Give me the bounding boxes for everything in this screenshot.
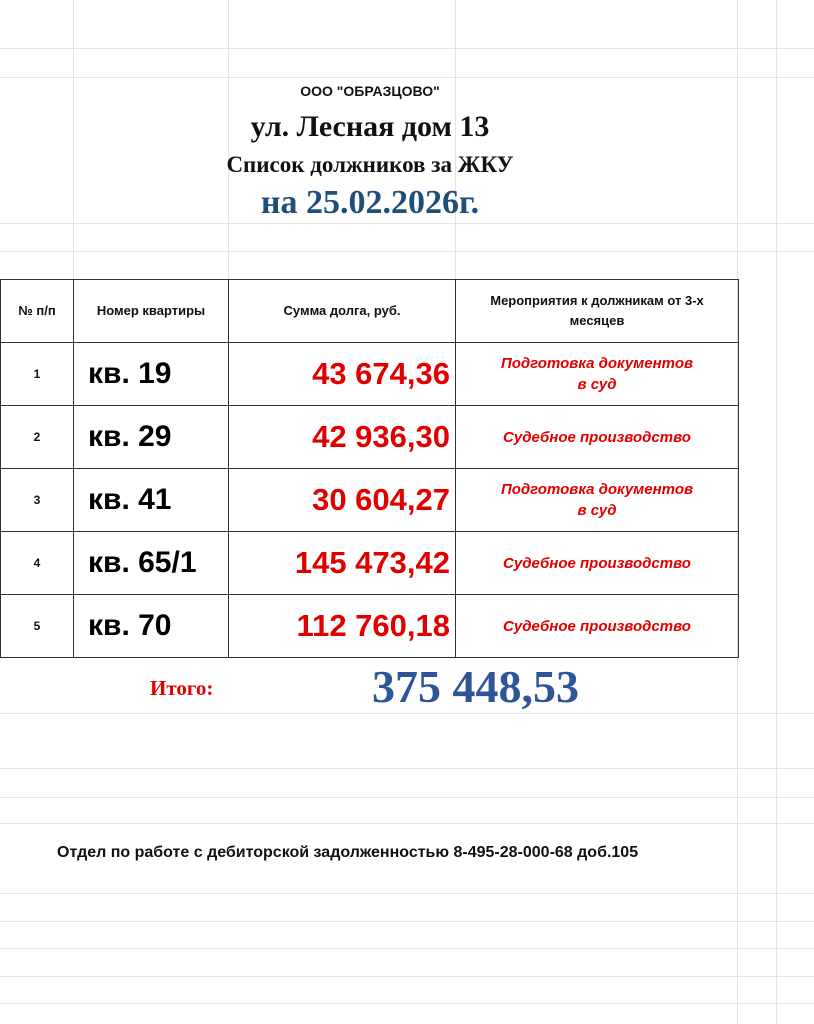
- table-row: [1, 469, 739, 532]
- apartment-number: кв. 70: [74, 595, 229, 658]
- column-header-amount: Сумма долга, руб.: [229, 280, 456, 343]
- row-number: 4: [1, 532, 74, 595]
- debt-action: Судебное производство: [456, 532, 739, 595]
- table-row: [1, 343, 739, 406]
- debt-action: Судебное производство: [456, 406, 739, 469]
- debt-amount: 43 674,36: [229, 343, 456, 406]
- total-amount: 375 448,53: [372, 661, 579, 712]
- debt-amount: 145 473,42: [229, 532, 456, 595]
- document-subtitle: Список должников за ЖКУ: [226, 152, 514, 177]
- contact-footer: Отдел по работе с дебиторской задолженностью 8-495-28-000-68 доб.105: [57, 844, 639, 861]
- total-label: Итого:: [150, 676, 214, 700]
- debt-action: Подготовка документов в суд: [456, 469, 739, 532]
- debt-amount: 30 604,27: [229, 469, 456, 532]
- debt-amount: 42 936,30: [229, 406, 456, 469]
- row-number: 1: [1, 343, 74, 406]
- column-header-action: Мероприятия к должникам от 3-х месяцев: [456, 280, 739, 343]
- debtors-table: [0, 279, 739, 658]
- debt-action: Судебное производство: [456, 595, 739, 658]
- row-number: 2: [1, 406, 74, 469]
- apartment-number: кв. 19: [74, 343, 229, 406]
- column-header-apartment: Номер квартиры: [74, 280, 229, 343]
- table-row: [1, 532, 739, 595]
- street-address: ул. Лесная дом 13: [250, 110, 490, 143]
- apartment-number: кв. 65/1: [74, 532, 229, 595]
- row-number: 3: [1, 469, 74, 532]
- apartment-number: кв. 41: [74, 469, 229, 532]
- report-date: на 25.02.2026г.: [260, 184, 480, 221]
- debt-amount: 112 760,18: [229, 595, 456, 658]
- column-header-number: № п/п: [1, 280, 74, 343]
- table-row: [1, 595, 739, 658]
- organization-name: ООО "ОБРАЗЦОВО": [300, 83, 440, 99]
- table-row: [1, 406, 739, 469]
- apartment-number: кв. 29: [74, 406, 229, 469]
- row-number: 5: [1, 595, 74, 658]
- table-header-row: [1, 280, 739, 343]
- debt-action: Подготовка документов в суд: [456, 343, 739, 406]
